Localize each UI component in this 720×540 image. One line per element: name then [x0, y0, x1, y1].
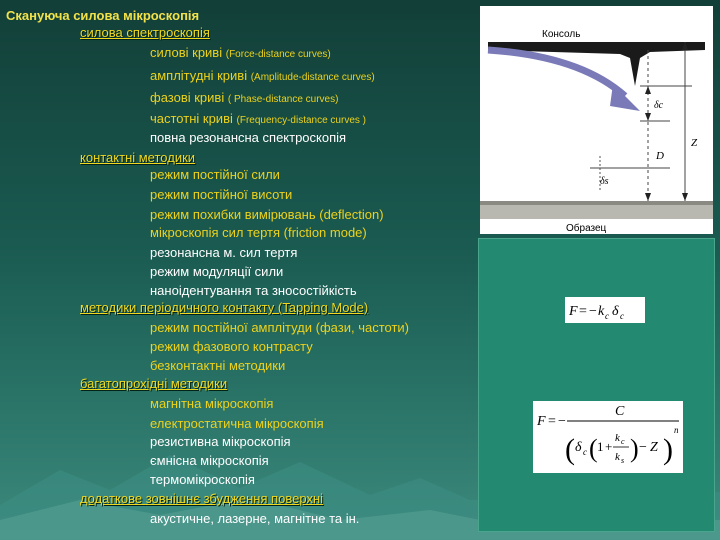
item-note: (Force-distance curves)	[225, 49, 331, 60]
sample-surface	[480, 201, 713, 205]
z-label: Z	[691, 137, 698, 149]
list-item	[150, 90, 338, 108]
list-item: термомікроскопія	[150, 472, 255, 487]
list-item: режим постійної амплітуди (фази, частоти)	[150, 320, 409, 335]
cantilever-diagram-svg	[480, 6, 713, 234]
formula-symbol: k	[615, 432, 620, 444]
formula-symbol: F	[537, 414, 546, 429]
arrow-tip	[682, 193, 688, 201]
hooke-formula	[565, 297, 645, 323]
formula-symbol: −	[639, 440, 647, 455]
formula-symbol: −	[589, 304, 597, 319]
item-label: фазові криві	[150, 90, 225, 105]
cantilever-diagram	[480, 6, 713, 234]
formula-bracket: )	[630, 434, 639, 463]
list-item: акустичне, лазерне, магнітне та ін.	[150, 511, 360, 526]
formula-symbol: −	[558, 414, 566, 429]
list-item: безконтактні методики	[150, 358, 286, 373]
hooke-formula-svg	[565, 297, 645, 323]
formula-symbol: Z	[650, 440, 658, 455]
delta-s-label: δs	[600, 176, 609, 187]
arrow-tip	[645, 113, 651, 121]
list-item: повна резонансна спектроскопія	[150, 130, 347, 145]
formula-symbol: 1	[597, 439, 604, 454]
item-note: ( Phase-distance curves)	[227, 94, 339, 105]
formula-symbol: s	[621, 456, 625, 465]
formula-symbol: δ	[575, 440, 582, 455]
list-item: режим модуляції сили	[150, 264, 284, 279]
list-item: магнітна мікроскопія	[150, 396, 274, 411]
list-item	[150, 68, 375, 86]
list-item: режим похибки вимірювань (deflection)	[150, 207, 384, 222]
category-additional	[80, 491, 323, 507]
formula-panel	[478, 238, 715, 532]
force-formula	[533, 401, 683, 473]
item-label: амплітудні криві	[150, 68, 248, 83]
item-note: (Amplitude-distance curves)	[250, 72, 375, 83]
formula-symbol: c	[605, 311, 609, 321]
formula-symbol: n	[674, 425, 679, 435]
arrow-head	[610, 84, 640, 111]
category-force-spectroscopy: силова спектроскопія	[80, 25, 210, 40]
list-item: ємнісна мікроскопія	[150, 453, 269, 468]
formula-bracket: (	[565, 433, 575, 466]
delta-c-label: δc	[654, 100, 664, 111]
list-item: режим постійної висоти	[150, 187, 293, 202]
category-additional-label: додаткове	[80, 491, 143, 506]
formula-symbol: =	[579, 304, 587, 319]
list-item: режим постійної сили	[150, 167, 280, 182]
formula-bracket: (	[589, 434, 598, 463]
category-contact-methods: контактні методики	[80, 150, 196, 165]
arrow-tip	[645, 86, 651, 94]
force-formula-svg	[533, 401, 683, 473]
arrow-tip	[645, 193, 651, 201]
list-item: резонансна м. сил тертя	[150, 245, 298, 260]
list-item: мікроскопія сил тертя (friction mode)	[150, 225, 367, 240]
list-item: резистивна мікроскопія	[150, 434, 291, 449]
formula-symbol: C	[615, 404, 625, 419]
formula-symbol: +	[605, 439, 613, 454]
list-item: електростатична мікроскопія	[150, 416, 324, 431]
list-item	[150, 111, 366, 129]
category-tapping-mode: методики періодичного контакту (Tapping Mode)	[80, 300, 369, 315]
formula-symbol: δ	[612, 304, 619, 319]
list-item	[150, 45, 331, 63]
item-label: силові криві	[150, 45, 223, 60]
category-additional-sublabel: зовнішнє збудження поверхні	[145, 491, 324, 506]
slide-title: Скануюча силова мікроскопія	[6, 8, 200, 23]
cantilever-label: Консоль	[542, 29, 581, 40]
item-note: (Frequency-distance curves )	[236, 115, 366, 126]
formula-symbol: c	[583, 447, 587, 457]
formula-symbol: k	[615, 451, 620, 463]
formula-symbol: c	[621, 437, 625, 446]
sample-label: Образец	[566, 223, 607, 234]
formula-bracket: )	[663, 433, 673, 466]
formula-symbol: k	[598, 304, 605, 319]
category-multipass-methods: багатопрохідні методики	[80, 376, 228, 391]
formula-symbol: F	[569, 304, 578, 319]
deflection-arrow	[488, 50, 625, 96]
formula-symbol: =	[548, 414, 556, 429]
list-item: режим фазового контрасту	[150, 339, 313, 354]
d-label: D	[656, 150, 664, 162]
item-label: частотні криві	[150, 111, 233, 126]
formula-symbol: c	[620, 311, 624, 321]
list-item: наноідентування та зносостійкість	[150, 283, 357, 298]
